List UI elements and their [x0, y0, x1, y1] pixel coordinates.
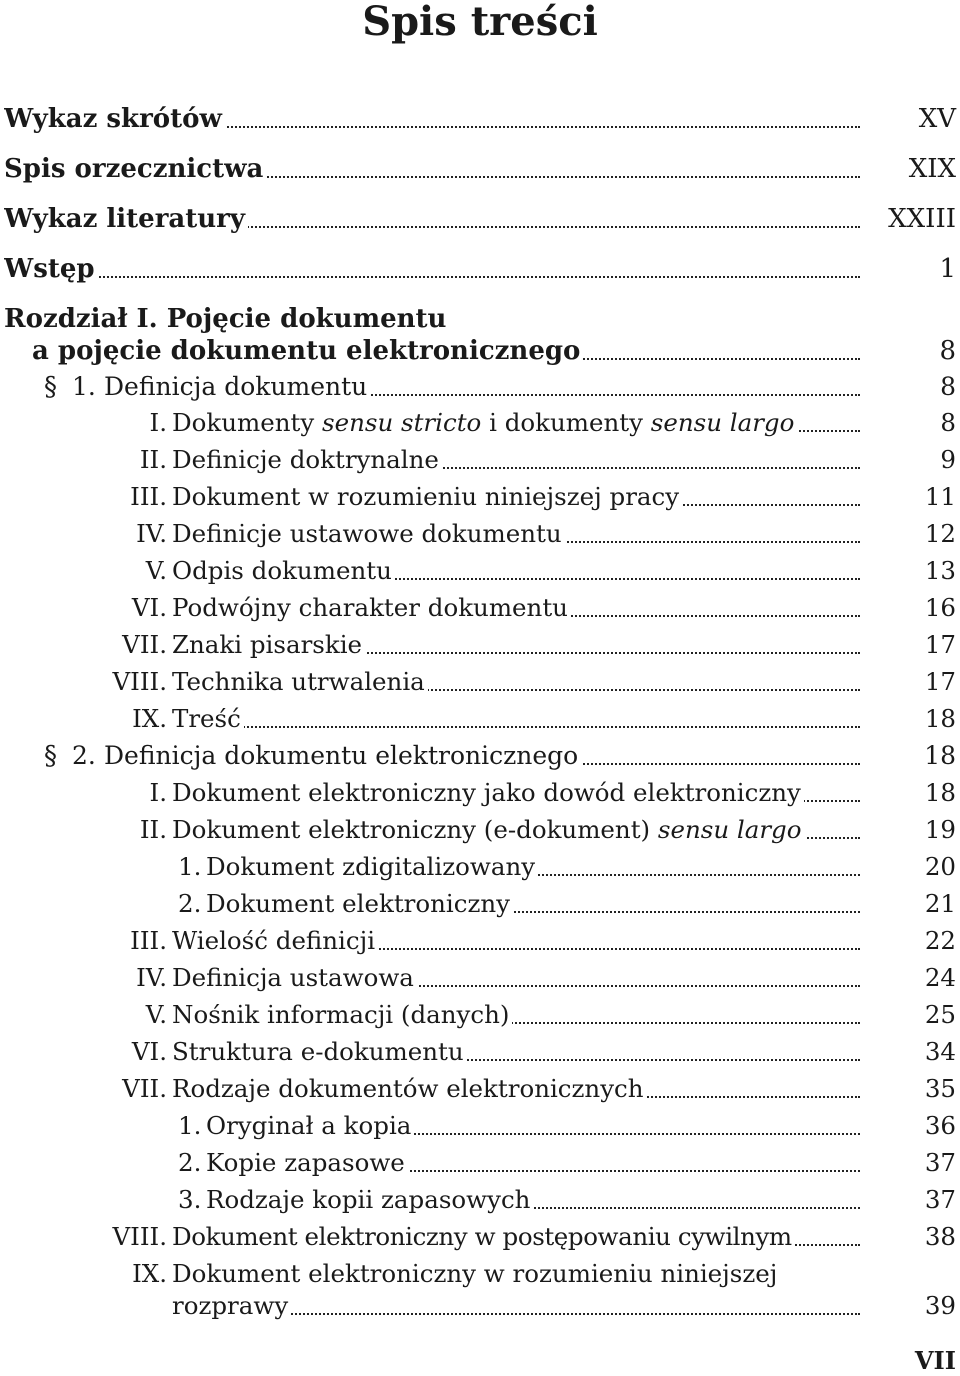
toc-entry[interactable]: [0, 1108, 960, 1144]
toc-entry-page: XIX: [908, 154, 956, 184]
toc-entry-page: 24: [924, 963, 956, 992]
toc-entry-number: IV.: [136, 963, 167, 992]
toc-entry-number: 1.: [178, 1111, 202, 1140]
toc-entry-number: IV.: [136, 519, 167, 548]
page-title: Spis treści: [362, 0, 598, 45]
toc-entry-page: 1: [939, 254, 956, 284]
toc-entry-number: VII.: [122, 1074, 167, 1103]
toc-entry-label: Dokument elektroniczny w postępowaniu cywilnym: [172, 1219, 860, 1255]
toc-entry[interactable]: [0, 553, 960, 589]
toc-entry-label: Spis orzecznictwa: [4, 151, 860, 187]
toc-entry-label: Wielość definicji: [172, 923, 860, 959]
toc-entry-label: Dokument elektroniczny (e-dokument) sensu largo: [172, 812, 860, 848]
toc-entry-label: rozprawy: [172, 1288, 860, 1324]
toc-entry-label: Wykaz literatury: [4, 201, 860, 237]
toc-entry-section-1[interactable]: [0, 369, 960, 405]
toc-entry-number: III.: [130, 482, 167, 511]
toc-entry-introduction[interactable]: [0, 251, 960, 287]
page-number: VII: [914, 1346, 956, 1375]
toc-entry-page: 11: [924, 482, 956, 511]
toc-entry-number: V.: [145, 556, 167, 585]
toc-entry-literature[interactable]: [0, 201, 960, 237]
toc-entry[interactable]: [0, 812, 960, 848]
toc-entry[interactable]: [0, 1182, 960, 1218]
toc-entry-page: 17: [924, 667, 956, 696]
toc-entry-number: 2.: [178, 889, 202, 918]
toc-entry-label: Oryginał a kopia: [206, 1108, 860, 1144]
toc-entry-page: 8: [939, 336, 956, 366]
toc-entry-label: Podwójny charakter dokumentu: [172, 590, 860, 626]
toc-entry[interactable]: [0, 516, 960, 552]
toc-entry-page: 25: [924, 1000, 956, 1029]
toc-entry[interactable]: [0, 664, 960, 700]
toc-entry-page: 8: [940, 372, 956, 401]
toc-entry-number: IX.: [132, 704, 167, 733]
toc-entry[interactable]: [0, 849, 960, 885]
toc-entry-page: 8: [940, 408, 956, 437]
toc-entry-number: III.: [130, 926, 167, 955]
toc-entry-page: 16: [924, 593, 956, 622]
toc-entry[interactable]: [0, 1288, 960, 1324]
toc-entry-label: Dokument elektroniczny w rozumieniu niniejszej: [172, 1259, 778, 1288]
toc-entry-page: 13: [924, 556, 956, 585]
toc-entry[interactable]: [0, 590, 960, 626]
toc-entry[interactable]: [0, 997, 960, 1033]
toc-entry-label: Definicje doktrynalne: [172, 442, 860, 478]
toc-entry-page: XXIII: [888, 204, 956, 234]
toc-entry-page: 18: [924, 778, 956, 807]
toc-entry-number: II.: [139, 445, 167, 474]
toc-entry-label: Rodzaje dokumentów elektronicznych: [172, 1071, 860, 1107]
toc-entry-label: a pojęcie dokumentu elektronicznego: [32, 333, 860, 369]
toc-entry-label: Kopie zapasowe: [206, 1145, 860, 1181]
toc-entry[interactable]: [0, 701, 960, 737]
toc-entry[interactable]: [0, 479, 960, 515]
toc-entry-label: Dokument w rozumieniu niniejszej pracy: [172, 479, 860, 515]
toc-entry-label: Technika utrwalenia: [172, 664, 860, 700]
toc-entry-label: Nośnik informacji (danych): [172, 997, 860, 1033]
toc-entry[interactable]: [0, 405, 960, 441]
toc-entry-number: I.: [149, 778, 167, 807]
toc-entry-label: Rozdział I. Pojęcie dokumentu: [4, 304, 447, 334]
toc-entry-label: Znaki pisarskie: [172, 627, 860, 663]
toc-entry-page: 36: [924, 1111, 956, 1140]
toc-entry-number: VIII.: [112, 1222, 167, 1251]
toc-entry-number: 2.: [72, 741, 96, 770]
toc-entry-number: VII.: [122, 630, 167, 659]
toc-entry-label: Dokument elektroniczny jako dowód elektroniczny: [172, 775, 860, 811]
section-mark: §: [44, 372, 57, 402]
toc-entry-number: VI.: [131, 1037, 167, 1066]
toc-entry-page: 35: [924, 1074, 956, 1103]
toc-entry[interactable]: [0, 1071, 960, 1107]
toc-entry-label: Wykaz skrótów: [4, 101, 860, 137]
toc-entry-page: XV: [918, 104, 956, 134]
toc-entry-section-2[interactable]: [0, 738, 960, 774]
toc-entry-page: 9: [940, 445, 956, 474]
toc-entry[interactable]: [0, 627, 960, 663]
toc-entry-page: 22: [924, 926, 956, 955]
toc-entry-number: IX.: [132, 1259, 167, 1288]
toc-entry-label: Definicja dokumentu elektronicznego: [104, 738, 860, 774]
toc-entry-abbreviations[interactable]: [0, 101, 960, 137]
toc-entry-page: 37: [924, 1148, 956, 1177]
toc-entry-number: 1.: [178, 852, 202, 881]
toc-entry-number: 2.: [178, 1148, 202, 1177]
toc-entry-label: Definicje ustawowe dokumentu: [172, 516, 860, 552]
toc-entry-page: 20: [924, 852, 956, 881]
toc-entry[interactable]: [0, 442, 960, 478]
toc-entry-chapter-1[interactable]: [0, 333, 960, 369]
toc-entry-label: Dokument zdigitalizowany: [206, 849, 860, 885]
toc-entry-label: Wstęp: [4, 251, 860, 287]
toc-entry-page: 34: [924, 1037, 956, 1066]
toc-entry-label: Dokument elektroniczny: [206, 886, 860, 922]
toc-entry-page: 39: [924, 1291, 956, 1320]
toc-entry[interactable]: [0, 923, 960, 959]
toc-entry-number: I.: [149, 408, 167, 437]
toc-entry[interactable]: [0, 775, 960, 811]
toc-entry[interactable]: [0, 1034, 960, 1070]
toc-entry-page: 18: [924, 741, 956, 770]
toc-entry-number: V.: [145, 1000, 167, 1029]
toc-entry-label: Struktura e-dokumentu: [172, 1034, 860, 1070]
toc-entry-page: 37: [924, 1185, 956, 1214]
toc-entry-page: 21: [924, 889, 956, 918]
toc-entry-page: 17: [924, 630, 956, 659]
toc-entry-number: 1.: [72, 372, 96, 401]
toc-chapter-title: [0, 301, 960, 337]
toc-entry-page: 19: [924, 815, 956, 844]
toc-entry-number: II.: [139, 815, 167, 844]
toc-entry-label: Treść: [172, 701, 860, 737]
toc-entry[interactable]: [0, 886, 960, 922]
toc-entry-number: 3.: [178, 1185, 202, 1214]
section-mark: §: [44, 741, 57, 771]
toc-entry-number: VIII.: [112, 667, 167, 696]
toc-entry-case-law[interactable]: [0, 151, 960, 187]
toc-entry-number: VI.: [131, 593, 167, 622]
toc-entry-label: Definicja dokumentu: [104, 369, 860, 405]
toc-entry-line: [0, 1256, 960, 1292]
toc-entry-label: Odpis dokumentu: [172, 553, 860, 589]
toc-entry-label: Dokumenty sensu stricto i dokumenty sensu largo: [172, 405, 860, 441]
toc-entry-label: Rodzaje kopii zapasowych: [206, 1182, 860, 1218]
toc-entry[interactable]: [0, 960, 960, 996]
toc-entry-page: 38: [924, 1222, 956, 1251]
toc-entry-page: 18: [924, 704, 956, 733]
toc-entry-label: Definicja ustawowa: [172, 960, 860, 996]
toc-entry-page: 12: [924, 519, 956, 548]
toc-entry[interactable]: [0, 1145, 960, 1181]
toc-entry[interactable]: [0, 1219, 960, 1255]
